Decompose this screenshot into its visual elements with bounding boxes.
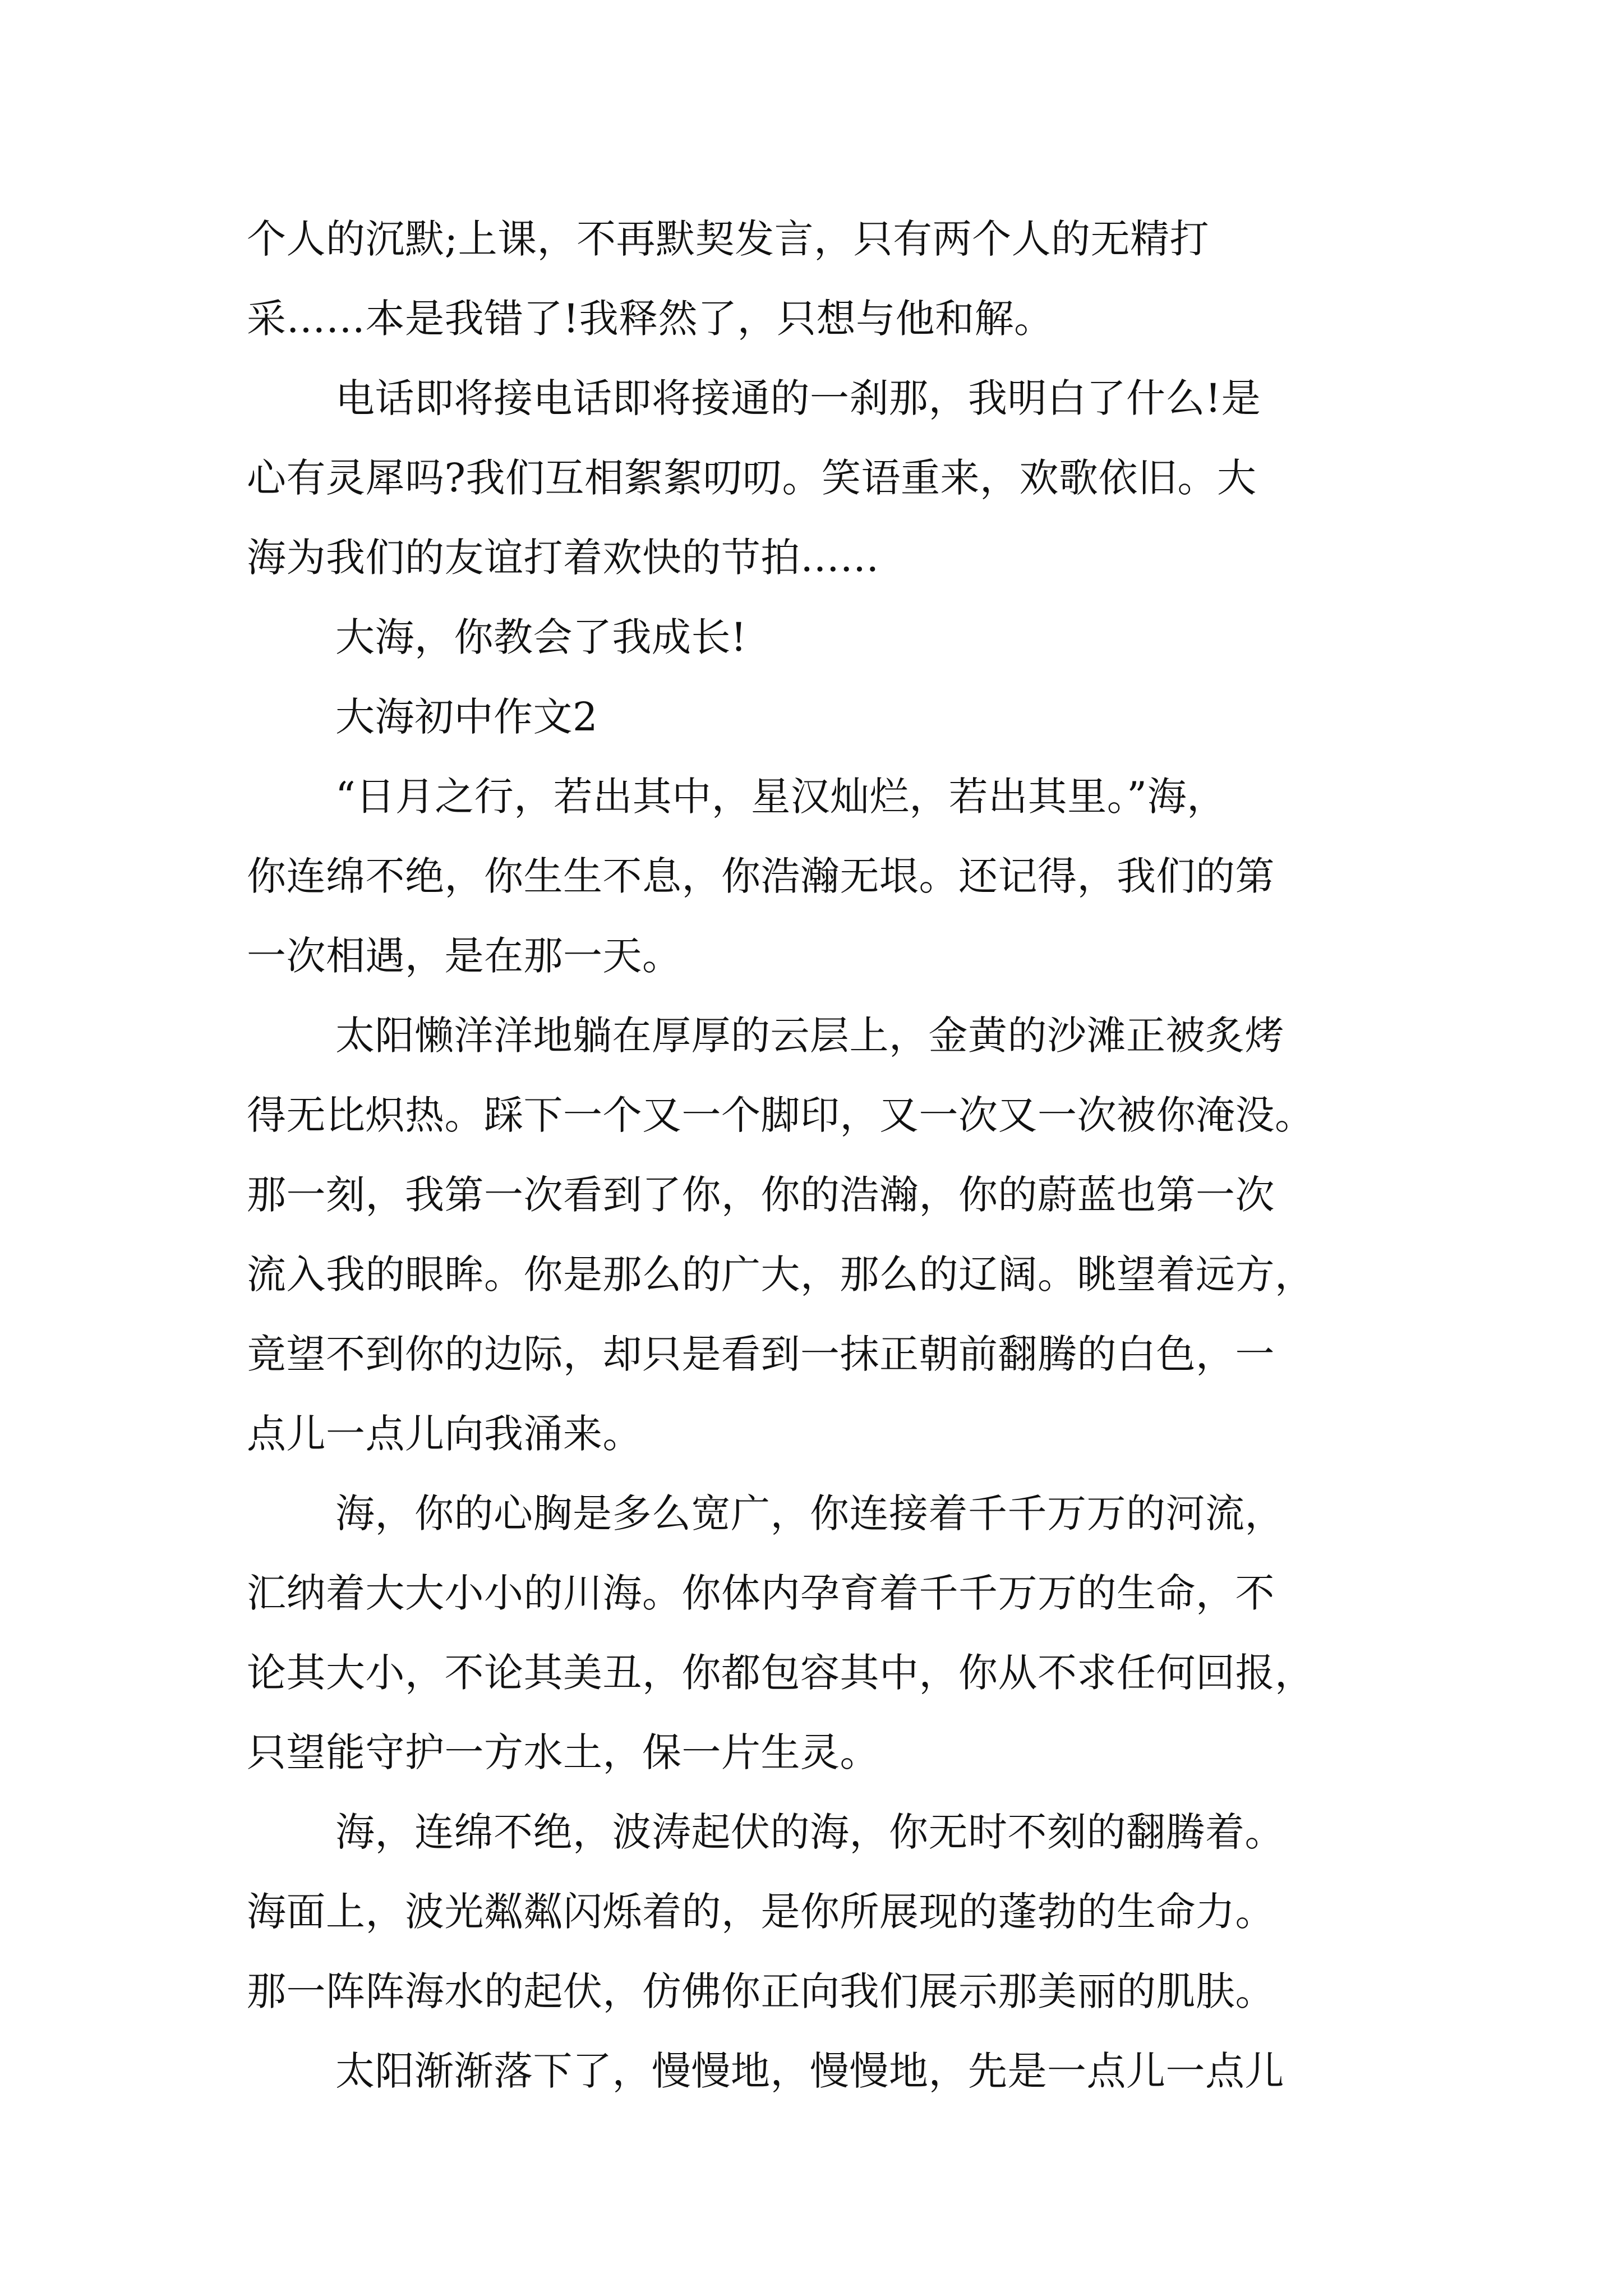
text-line: 心有灵犀吗?我们互相絮絮叨叨。笑语重来，欢歌依旧。大: [247, 455, 1257, 501]
text-line: 采……本是我错了!我释然了，只想与他和解。: [247, 296, 1054, 342]
text-line: 你连绵不绝，你生生不息，你浩瀚无垠。还记得，我们的第: [247, 853, 1275, 899]
text-line: 流入我的眼眸。你是那么的广大，那么的辽阔。眺望着远方，: [247, 1251, 1315, 1297]
text-line: 论其大小，不论其美丑，你都包容其中，你从不求任何回报，: [247, 1650, 1315, 1696]
text-line: 海面上，波光粼粼闪烁着的，是你所展现的蓬勃的生命力。: [247, 1889, 1275, 1935]
section-heading: 大海初中作文2: [335, 694, 598, 740]
text-line: 那一刻，我第一次看到了你，你的浩瀚，你的蔚蓝也第一次: [247, 1172, 1275, 1218]
text-line: 海，你的心胸是多么宽广，你连接着千千万万的河流，: [335, 1490, 1284, 1536]
text-line: 个人的沉默;上课，不再默契发言，只有两个人的无精打: [247, 216, 1210, 262]
text-line: 竟望不到你的边际，却只是看到一抹正朝前翻腾的白色，一: [247, 1331, 1275, 1377]
text-line: 汇纳着大大小小的川海。你体内孕育着千千万万的生命，不: [247, 1570, 1275, 1616]
text-line: 一次相遇，是在那一天。: [247, 933, 682, 979]
text-line: 那一阵阵海水的起伏，仿佛你正向我们展示那美丽的肌肤。: [247, 1968, 1275, 2014]
text-line: 得无比炽热。踩下一个又一个脚印，又一次又一次被你淹没。: [247, 1092, 1315, 1138]
text-line: 太阳渐渐落下了，慢慢地，慢慢地，先是一点儿一点儿: [335, 2048, 1284, 2094]
text-line: 大海，你教会了我成长!: [335, 614, 747, 660]
text-line: 海，连绵不绝，波涛起伏的海，你无时不刻的翻腾着。: [335, 1809, 1284, 1855]
text-line: 点儿一点儿向我涌来。: [247, 1411, 642, 1457]
text-line: 海为我们的友谊打着欢快的节拍……: [247, 535, 879, 581]
text-line: 太阳懒洋洋地躺在厚厚的云层上，金黄的沙滩正被炙烤: [335, 1013, 1284, 1059]
text-line: “日月之行，若出其中，星汉灿烂，若出其里。”海，: [335, 774, 1227, 820]
text-line: 电话即将接电话即将接通的一刹那，我明白了什么!是: [335, 375, 1261, 421]
text-line: 只望能守护一方水土，保一片生灵。: [247, 1729, 879, 1775]
